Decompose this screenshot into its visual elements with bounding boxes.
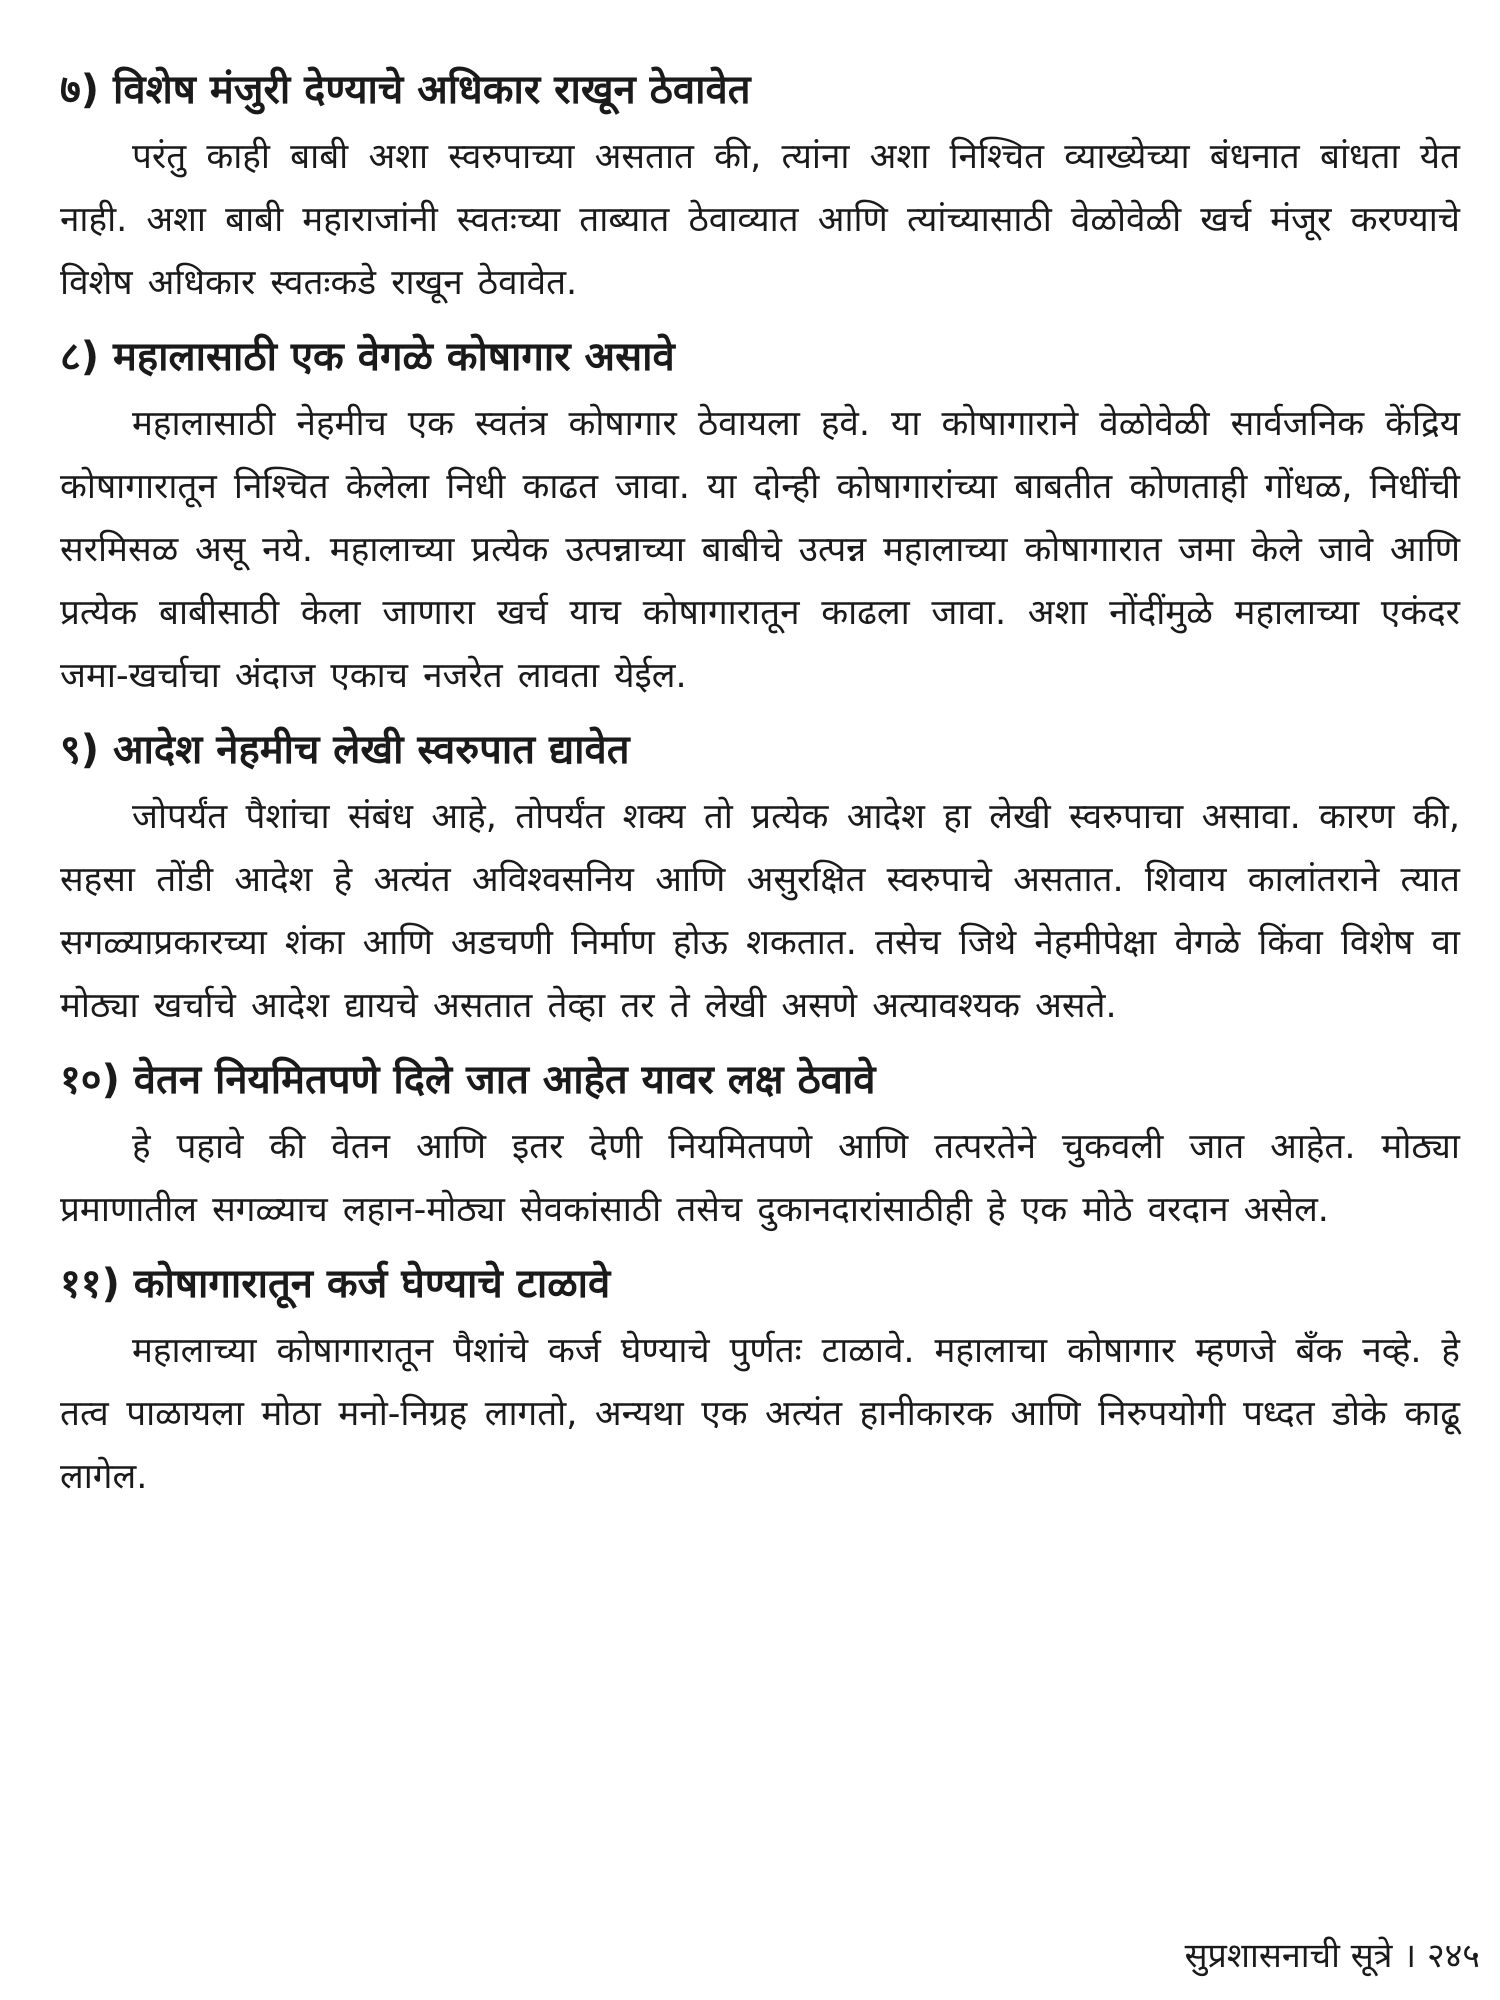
section-heading: ११) कोषागारातून कर्ज घेण्याचे टाळावे: [60, 1261, 611, 1307]
section-8: [60, 327, 1460, 708]
section-11: [60, 1254, 1460, 1509]
section-heading: ९) आदेश नेहमीच लेखी स्वरुपात द्यावेत: [60, 727, 630, 773]
section-paragraph: परंतु काही बाबी अशा स्वरुपाच्या असतात की, त्यांना अशा निश्चित व्याख्येच्या बंधनात बांधता येत नाही. अशा बाबी महाराजांनी स्वतःच्या ताब्यात ठेवाव्यात आणि त्यांच्यासाठी वेळोवेळी खर्च मंजूर करण्याचे विशेष अधिकार स्वतःकडे राखून ठेवावेत.: [60, 137, 1460, 303]
section-10: [60, 1050, 1460, 1242]
section-heading: ७) विशेष मंजुरी देण्याचे अधिकार राखून ठेवावेत: [60, 67, 751, 113]
section-9: [60, 720, 1460, 1038]
page-footer: सुप्रशासनाची सूत्रे । २४५: [1184, 1936, 1480, 1976]
section-paragraph: जोपर्यंत पैशांचा संबंध आहे, तोपर्यंत शक्य तो प्रत्येक आदेश हा लेखी स्वरुपाचा असावा. कारण की, सहसा तोंडी आदेश हे अत्यंत अविश्वसनिय आणि असुरक्षित स्वरुपाचे असतात. शिवाय कालांतराने त्यात सगळ्याप्रकारच्या शंका आणि अडचणी निर्माण होऊ शकतात. तसेच जिथे नेहमीपेक्षा वेगळे किंवा विशेष वा मोठ्या खर्चाचे आदेश द्यायचे असतात तेव्हा तर ते लेखी असणे अत्यावश्यक असते.: [60, 797, 1460, 1026]
section-heading: ८) महालासाठी एक वेगळे कोषागार असावे: [60, 334, 675, 380]
section-paragraph: महालाच्या कोषागारातून पैशांचे कर्ज घेण्याचे पुर्णतः टाळावे. महालाचा कोषागार म्हणजे बँक नव्हे. हे तत्व पाळायला मोठा मनो-निग्रह लागतो, अन्यथा एक अत्यंत हानीकारक आणि निरुपयोगी पध्दत डोके काढू लागेल.: [60, 1331, 1460, 1497]
section-7: [60, 60, 1460, 315]
section-paragraph: महालासाठी नेहमीच एक स्वतंत्र कोषागार ठेवायला हवे. या कोषागाराने वेळोवेळी सार्वजनिक केंद्रिय कोषागारातून निश्चित केलेला निधी काढत जावा. या दोन्ही कोषागारांच्या बाबतीत कोणताही गोंधळ, निधींची सरमिसळ असू नये. महालाच्या प्रत्येक उत्पन्नाच्या बाबीचे उत्पन्न महालाच्या कोषागारात जमा केले जावे आणि प्रत्येक बाबीसाठी केला जाणारा खर्च याच कोषागारातून काढला जावा. अशा नोंदींमुळे महालाच्या एकंदर जमा-खर्चाचा अंदाज एकाच नजरेत लावता येईल.: [60, 404, 1460, 696]
section-heading: १०) वेतन नियमितपणे दिले जात आहेत यावर लक्ष ठेवावे: [60, 1057, 876, 1103]
document-page: [60, 60, 1460, 1960]
section-paragraph: हे पहावे की वेतन आणि इतर देणी नियमितपणे आणि तत्परतेने चुकवली जात आहेत. मोठ्या प्रमाणातील सगळ्याच लहान-मोठ्या सेवकांसाठी तसेच दुकानदारांसाठीही हे एक मोठे वरदान असेल.: [60, 1127, 1460, 1230]
